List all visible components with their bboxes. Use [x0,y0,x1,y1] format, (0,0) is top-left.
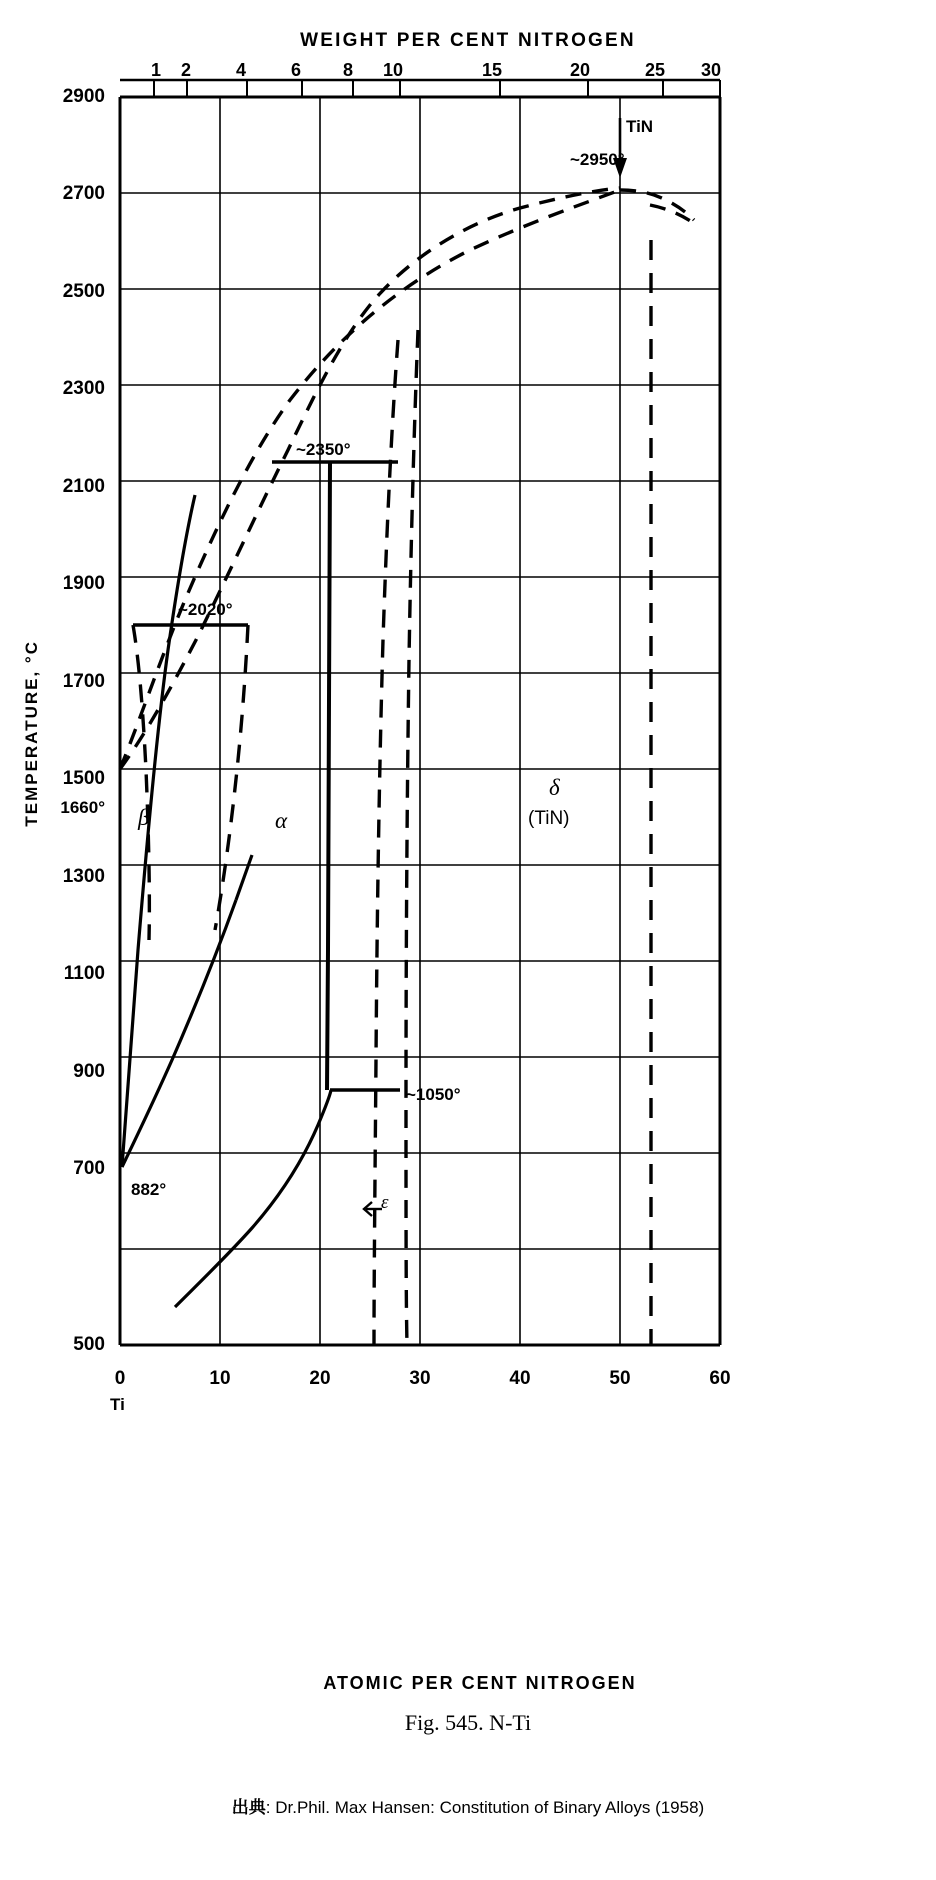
annotation-2020: ~2020° [178,600,233,619]
figure-caption: Fig. 545. N-Ti [404,1710,532,1735]
y-tick-1500: 1300 [62,866,105,887]
delta-right-boundary [406,330,418,1345]
annotation-tin: TiN [626,117,654,136]
source-prefix: 出典 [231,1798,266,1817]
x-tick-30: 30 [409,1368,431,1389]
source-credit [0,1793,936,1818]
y-label-1660: 1660° [60,798,105,817]
top-tick-25: 25 [644,60,666,80]
y-axis-title: TEMPERATURE, °C [22,640,41,827]
top-axis-title: WEIGHT PER CENT NITROGEN [300,30,636,51]
top-tick-30: 30 [700,60,722,80]
annotation-882: 882° [131,1180,167,1199]
liquidus-curve [120,190,620,769]
solidus-curve [120,188,620,769]
origin-element-label: Ti [110,1395,125,1414]
x-tick-60: 60 [709,1368,731,1389]
y-tick-2300: 2100 [62,476,105,497]
y-tick-500: 500 [73,1334,105,1355]
phase-label-delta: δ [549,775,560,800]
x-tick-10: 10 [209,1368,231,1389]
top-tick-4: 4 [235,60,246,80]
top-tick-15: 15 [481,60,503,80]
x-tick-20: 20 [309,1368,331,1389]
annotation-2950: ~2950° [570,150,625,169]
y-tick-3100: 2900 [62,86,105,107]
y-tick-1300: 1100 [63,963,105,984]
x-tick-0: 0 [114,1368,126,1389]
liquidus-right-branch-2 [650,205,692,222]
top-tick-1: 1 [150,60,161,80]
y-tick-1100: 900 [73,1061,105,1082]
y-tick-2100: 1900 [62,573,105,594]
phase-label-beta: β [138,805,150,830]
x-tick-40: 40 [509,1368,531,1389]
y-tick-1900: 1700 [62,671,105,692]
alpha-beta-solid-2 [236,855,252,900]
annotation-2350: ~2350° [296,440,351,459]
alpha-delta-vertical [327,462,330,1090]
top-tick-6: 6 [290,60,301,80]
y-tick-2500: 2300 [62,378,105,399]
phase-label-tin: (TiN) [528,808,570,829]
beta-transus-solid [122,495,195,1167]
y-tick-1700: 1500 [62,768,105,789]
x-tick-50: 50 [609,1368,631,1389]
y-tick-2700: 2500 [62,281,105,302]
y-tick-900: 700 [73,1158,105,1179]
phase-label-alpha: α [275,808,288,833]
top-tick-10: 10 [382,60,404,80]
top-tick-20: 20 [569,60,591,80]
alpha-solvus-solid [175,1090,331,1307]
annotation-1050: ~1050° [406,1085,461,1104]
bottom-axis-title: ATOMIC PER CENT NITROGEN [323,1673,637,1693]
top-tick-8: 8 [342,60,353,80]
y-tick-2900: 2700 [62,183,105,204]
source-text: : Dr.Phil. Max Hansen: Constitution of Binary Alloys (1958) [265,1798,705,1817]
top-tick-2: 2 [180,60,191,80]
phase-label-epsilon: ε [381,1192,389,1213]
